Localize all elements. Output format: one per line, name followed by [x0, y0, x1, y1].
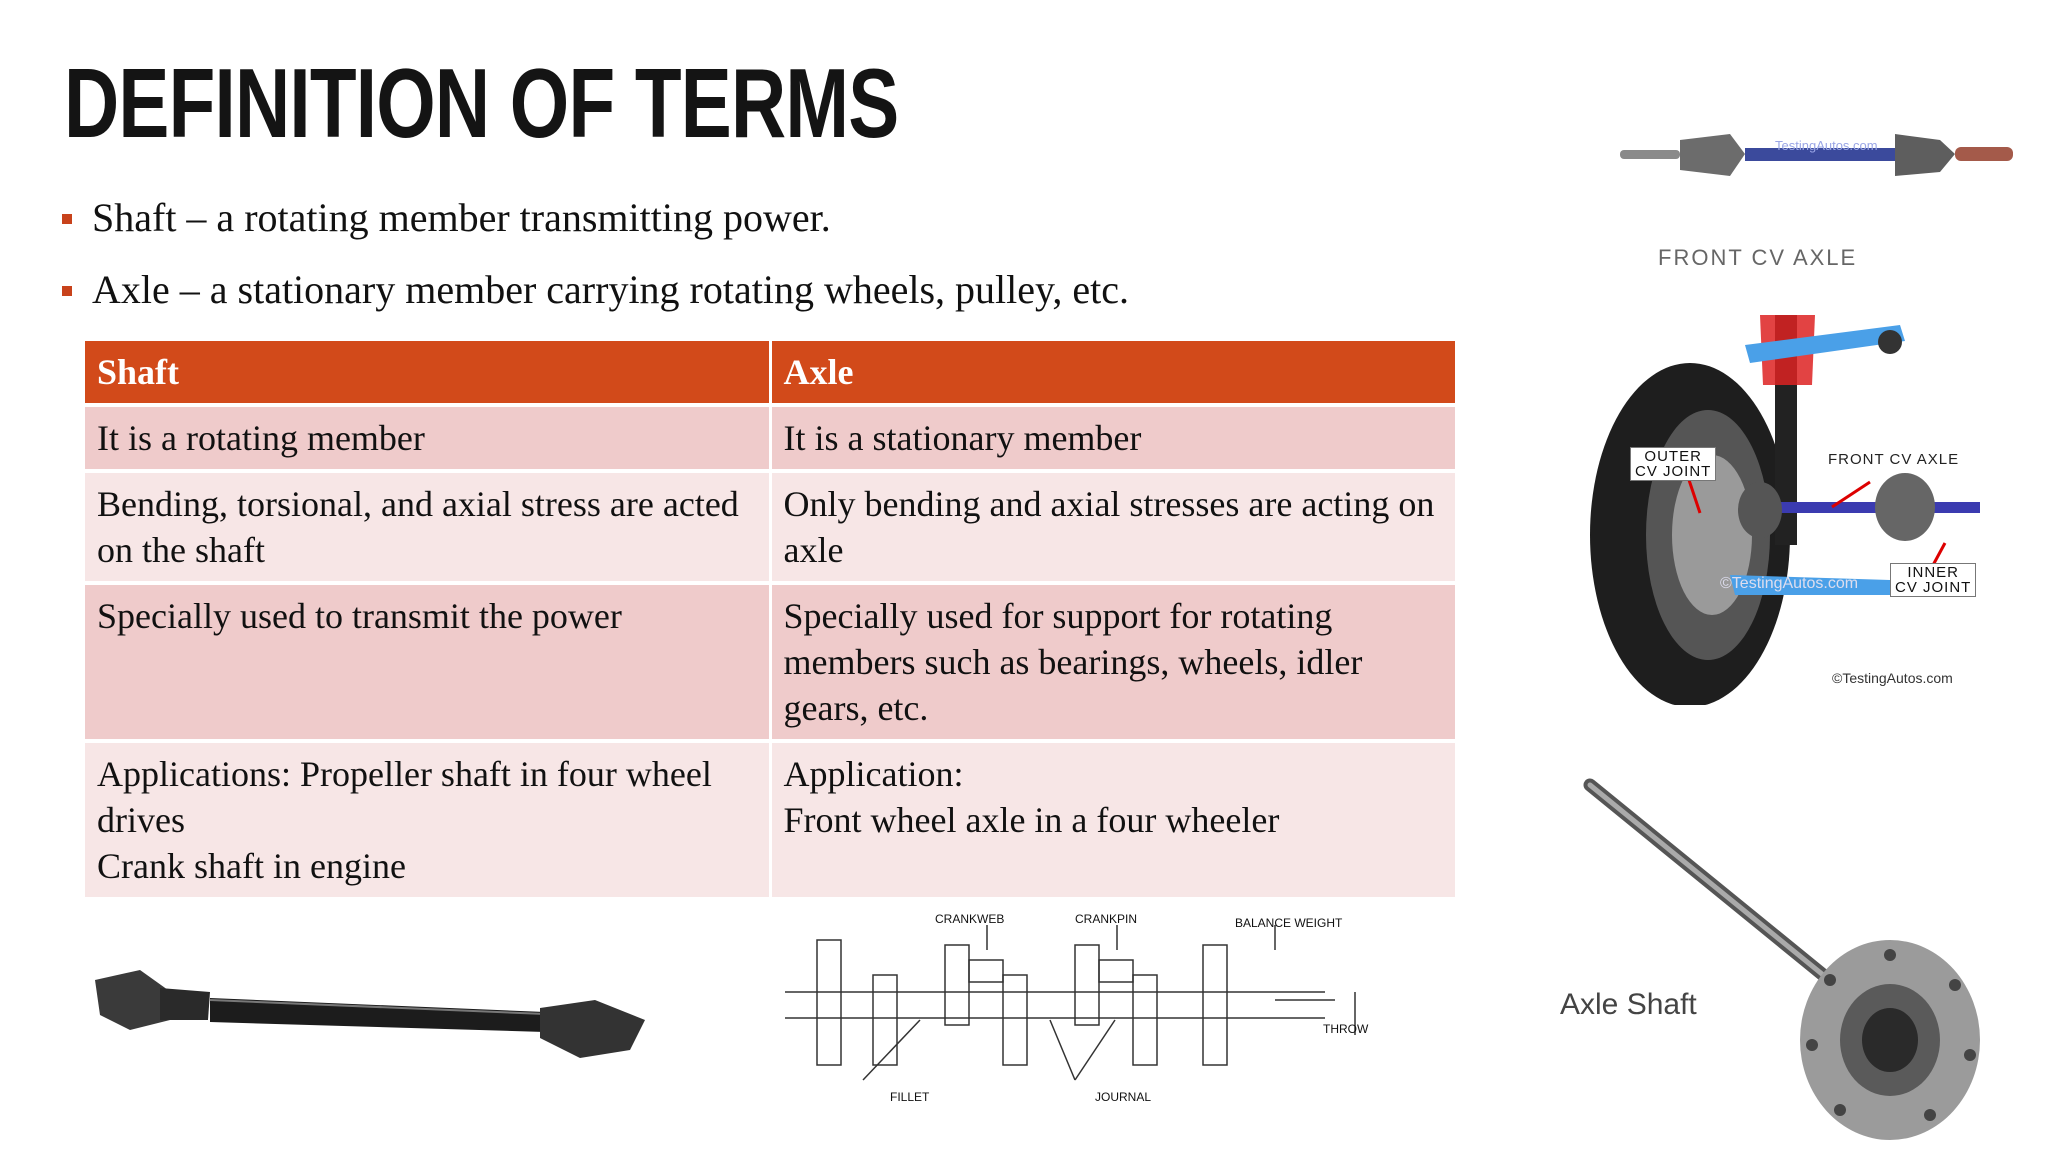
bullet-square-icon — [62, 286, 72, 296]
bullet-shaft-definition — [62, 190, 1502, 246]
table-cell: It is a stationary member — [772, 407, 1456, 469]
label-crankpin: CRANKPIN — [1075, 912, 1138, 926]
bullet-text: Axle – a stationary member carrying rotating wheels, pulley, etc. — [92, 267, 1130, 312]
table-row — [85, 585, 1455, 739]
cv-axle-diagram — [1570, 245, 2010, 705]
label-crankweb: CRANKWEB — [935, 912, 1005, 926]
comparison-table — [82, 337, 1458, 901]
label-front-cv-axle: FRONT CV AXLE — [1828, 451, 1960, 468]
table-row — [85, 473, 1455, 581]
crankshaft-diagram — [755, 900, 1375, 1120]
table-cell: Applications: Propeller shaft in four wheel drives Crank shaft in engine — [85, 743, 769, 897]
table-cell: Specially used to transmit the power — [85, 585, 769, 739]
table-cell: It is a rotating member — [85, 407, 769, 469]
table-header-row — [85, 341, 1455, 403]
label-inner-cv-joint: INNER CV JOINT — [1890, 563, 1976, 597]
label-fillet: FILLET — [890, 1090, 930, 1104]
table-cell: Application: Front wheel axle in a four wheeler — [772, 743, 1456, 897]
bullet-axle-definition — [62, 262, 1502, 318]
bullet-list — [62, 190, 1502, 334]
cv-diagram-title: FRONT CV AXLE — [1658, 245, 1858, 270]
slide-title: DEFINITION OF TERMS — [64, 48, 899, 158]
column-header-shaft: Shaft — [85, 341, 769, 403]
table-row — [85, 407, 1455, 469]
diagram-watermark: ©TestingAutos.com — [1720, 575, 1859, 592]
table-cell: Specially used for support for rotating members such as bearings, wheels, idler gears, etc. — [772, 585, 1456, 739]
propeller-shaft-photo — [90, 950, 660, 1070]
label-throw: THROW — [1323, 1022, 1369, 1036]
label-journal: JOURNAL — [1095, 1090, 1152, 1104]
table-cell: Bending, torsional, and axial stress are acted on the shaft — [85, 473, 769, 581]
axle-shaft-photo — [1560, 770, 2030, 1140]
label-balance-weight: BALANCE WEIGHT — [1235, 916, 1343, 930]
bullet-square-icon — [62, 214, 72, 224]
bullet-text: Shaft – a rotating member transmitting power. — [92, 195, 831, 240]
column-header-axle: Axle — [772, 341, 1456, 403]
watermark-text: TestingAutos.com — [1775, 138, 1878, 153]
label-outer-cv-joint: OUTER CV JOINT — [1630, 447, 1716, 481]
table-row — [85, 743, 1455, 897]
diagram-copyright: ©TestingAutos.com — [1832, 670, 1953, 686]
table-cell: Only bending and axial stresses are acting on axle — [772, 473, 1456, 581]
cv-axle-photo — [1610, 110, 2020, 200]
axle-shaft-caption: Axle Shaft — [1560, 988, 1697, 1021]
